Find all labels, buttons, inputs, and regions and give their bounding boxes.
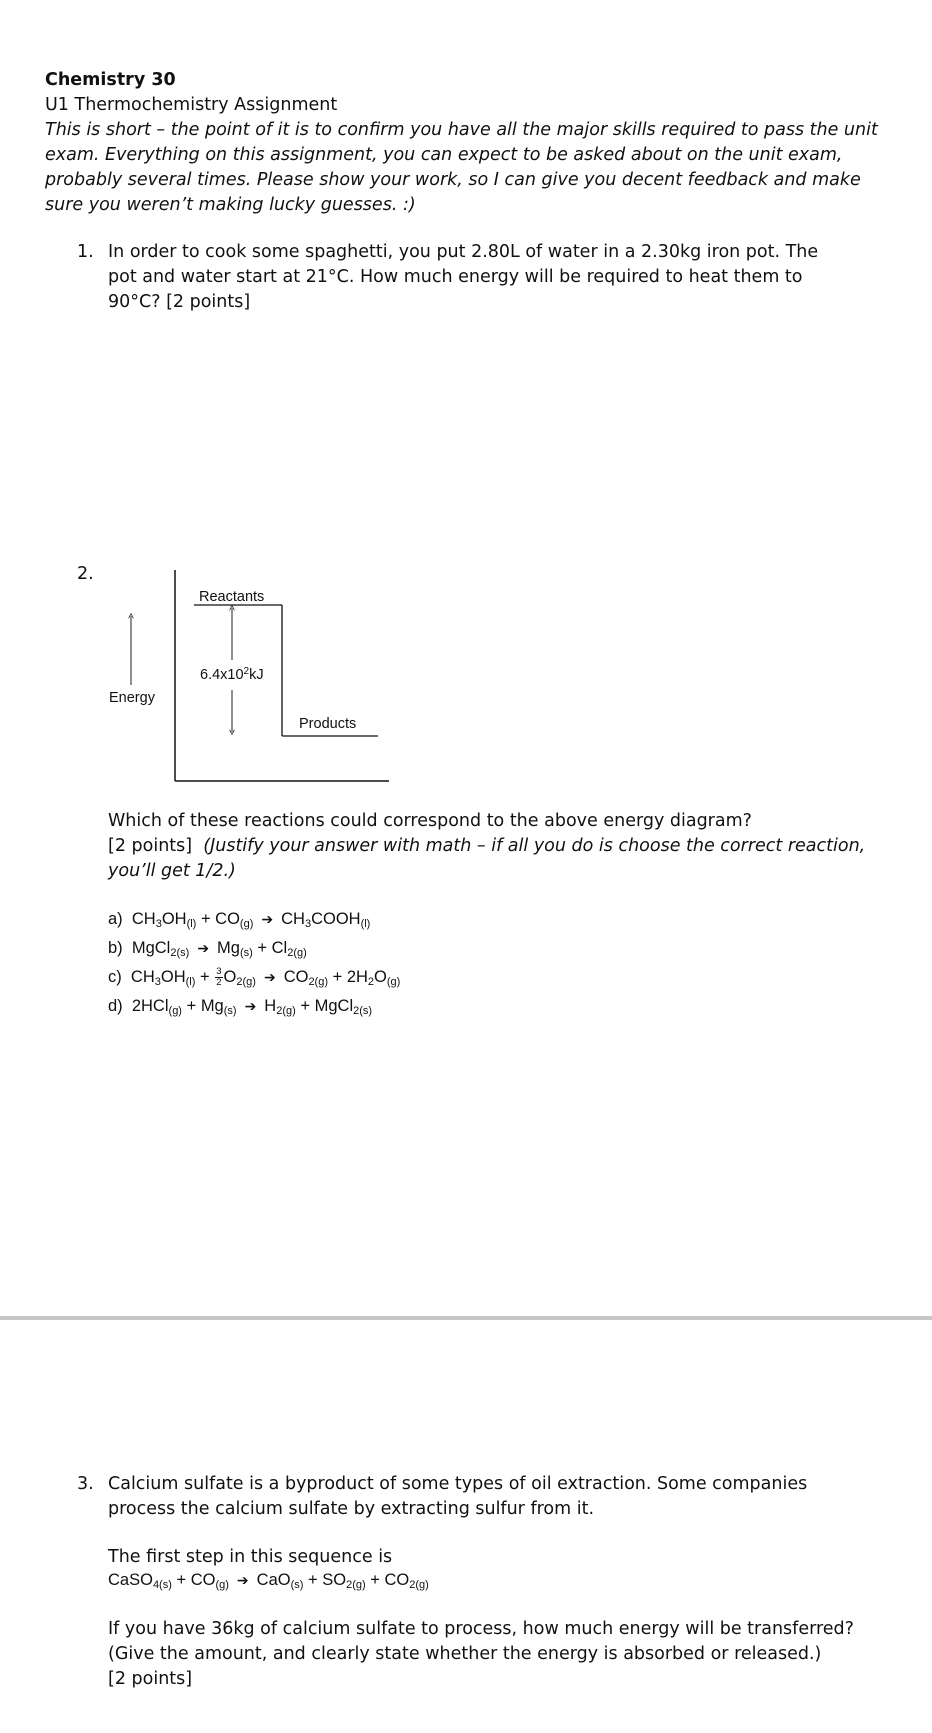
reactants-label: Reactants [199,589,265,605]
q2-option-d: d) $2HCl_{(g)} + Mg_{(s)}$ ➔ $H_{2(g)}$ + MgCl$_{2(s)}$ [108,992,372,1026]
q3-step-intro: The first step in this sequence is [108,1547,393,1567]
q2-prompt: Which of these reactions could correspond to the above energy diagram? [2 points] (Justify your answer with math – if all you do is choose the correct reaction, you’ll get 1/2.) [108,811,866,881]
q1-text: In order to cook some spaghetti, you put 2.80L of water in a 2.30kg iron pot. The pot and water start at 21°C. How much energy will be required to heat them to 90°C? [2 points] [108,242,819,312]
q2-option-c: c) $CH_3OH_{(l)}$ + $\frac{3}{2}$ $O_{2(g)}$ ➔ $CO_{2(g)} + 2H_2O_{(g)}$ [108,963,400,997]
q3-question: If you have 36kg of calcium sulfate to process, how much energy will be transferred? (Give the amount, and clearly state whether the energy is absorbed or released.) [2 points] [108,1619,854,1689]
intro-paragraph: This is short – the point of it is to confirm you have all the major skills required to pass the unit exam. Everything on this assignment, you can expect to be asked about on the unit exam, probably several times. Please show your work, so I can give you decent feedback and make sure you weren’t making lucky guesses. :) [45,120,878,215]
q3-number: 3. [77,1474,94,1494]
reaction-arrow-icon: ➔ [261,911,274,927]
reaction-arrow-icon: ➔ [244,998,257,1014]
reaction-arrow-icon: ➔ [263,969,276,985]
products-label: Products [299,716,357,732]
q2-option-b: b) MgCl$_{2(s)}$ ➔ $Mg_{(s)} + Cl_{2(g)}$ [108,934,307,968]
delta-h-label: $6.4x10^2kJ$ [200,666,264,683]
document-title: Chemistry 30 [45,70,176,90]
reaction-arrow-icon: ➔ [197,940,210,956]
reaction-arrow-icon: ➔ [236,1572,249,1588]
document-subtitle: U1 Thermochemistry Assignment [45,95,338,115]
q3-equation: CaSO$_{4(s)}$ + $CO_{(g)}$ ➔ $CaO_{(s)} + SO_{2(g)} + CO_{2(g)}$ [108,1568,868,1598]
q3-text: Calcium sulfate is a byproduct of some types of oil extraction. Some companies process the calcium sulfate by extracting sulfur from it. [108,1474,808,1519]
page-divider [0,1316,932,1320]
q1-number: 1. [77,242,94,262]
energy-axis-label: Energy [109,690,155,706]
fraction-coefficient: $\frac{3}{2}$ [216,966,222,989]
q2-number: 2. [77,564,94,584]
q2-option-a: a) $CH_3OH_{(l)} + CO_{(g)}$ ➔ $CH_3COOH_{(l)}$ [108,905,370,939]
